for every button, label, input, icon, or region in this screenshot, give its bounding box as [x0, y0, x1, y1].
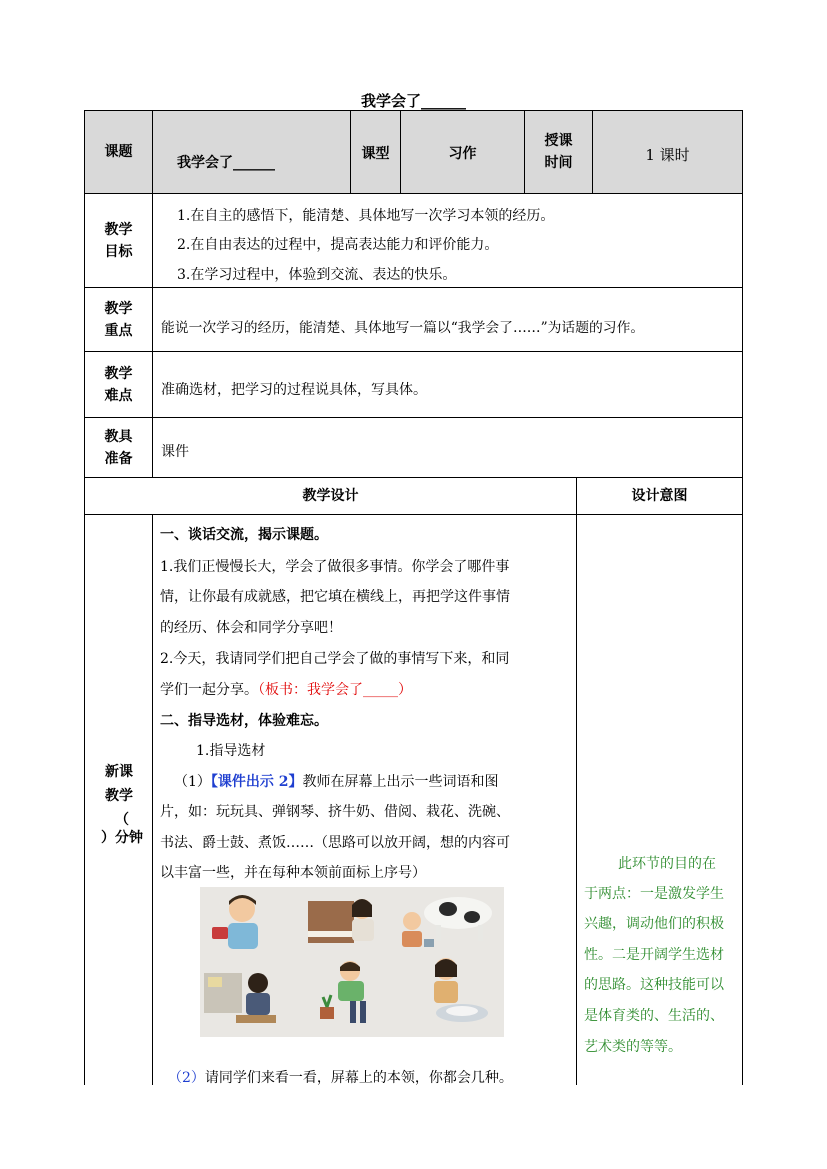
intent-line-1: 此环节的目的在	[618, 856, 716, 872]
tools-label-line2: 准备	[104, 450, 133, 467]
s1-p1-line2: 情，让你最有成就感，把它填在横线上，再把学这件事情	[160, 589, 510, 605]
goals-label	[84, 194, 152, 288]
s1-p1-line1: 1.我们正慢慢长大，学会了做很多事情。你学会了哪件事	[160, 559, 510, 575]
skills-illustration-svg	[200, 887, 504, 1037]
focus-label-line1: 教学	[104, 300, 133, 317]
goals-cell	[152, 194, 743, 288]
focus-cell	[152, 288, 743, 352]
focus-label-line2: 重点	[104, 322, 133, 339]
tools-text: 课件	[161, 444, 189, 460]
s2-p2-text: 请同学们来看一看，屏幕上的本领，你都会几种。	[204, 1070, 513, 1086]
goal-item-2: 2.在自由表达的过程中，提高表达能力和评价能力。	[177, 237, 499, 253]
time-label	[524, 110, 592, 194]
tools-label	[84, 418, 152, 478]
intent-line-3: 兴趣，调动他们的积极	[584, 916, 724, 932]
goal-item-3: 3.在学习过程中，体验到交流、表达的快乐。	[177, 267, 457, 283]
topic-label: 课题	[84, 110, 152, 194]
goals-label-line2: 目标	[104, 243, 133, 260]
type-value: 习作	[400, 110, 524, 194]
focus-text: 能说一次学习的经历，能清楚、具体地写一篇以“我学会了……”为话题的习作。	[161, 320, 645, 336]
s1-p2-line1: 2.今天，我请同学们把自己学会了做的事情写下来，和同	[160, 651, 510, 667]
s2-p1-line4: 以丰富一些，并在每种本领前面标上序号）	[160, 865, 426, 881]
intent-line-7: 艺术类的等等。	[584, 1039, 682, 1055]
s2-p1-line3: 书法、爵士鼓、煮饭……（思路可以放开阔，想的内容可	[160, 835, 510, 851]
s2-p1-line1	[174, 771, 499, 791]
goals-label-line1: 教学	[104, 221, 133, 238]
intent-line-2: 于两点：一是激发学生	[584, 886, 724, 902]
new-lesson-label-1: 新课	[105, 764, 133, 780]
intent-header: 设计意图	[576, 478, 743, 515]
piano-girl-figure	[308, 899, 374, 943]
difficulty-label-line2: 难点	[104, 387, 133, 404]
skills-illustration	[200, 887, 504, 1037]
new-lesson-label-2: 教学	[105, 788, 133, 804]
s2-p1-number: （1）	[174, 774, 211, 790]
intent-line-5: 的思路。这种技能可以	[584, 977, 724, 993]
board-note: （板书：我学会了_____）	[258, 682, 412, 698]
difficulty-label-line1: 教学	[104, 365, 133, 382]
intent-cell	[576, 515, 743, 1085]
focus-label	[84, 288, 152, 352]
topic-value: 我学会了______	[177, 155, 275, 171]
goal-item-1: 1.在自主的感悟下，能清楚、具体地写一次学习本领的经历。	[177, 208, 555, 224]
difficulty-cell	[152, 352, 743, 418]
difficulty-text: 准确选材，把学习的过程说具体，写具体。	[161, 382, 427, 398]
s1-p1-line3: 的经历、体会和同学分享吧！	[160, 620, 342, 636]
time-label-line2: 时间	[544, 155, 573, 171]
intent-line-6: 是体育类的、生活的、	[584, 1008, 724, 1024]
intent-line-4: 性。二是开阔学生选材	[584, 947, 724, 963]
topic-value-cell	[152, 110, 350, 194]
tools-label-line1: 教具	[104, 428, 133, 445]
time-value: 1 课时	[592, 110, 743, 194]
tools-cell	[152, 418, 743, 478]
difficulty-label	[84, 352, 152, 418]
section-1-heading: 一、谈话交流，揭示课题。	[160, 527, 328, 543]
new-lesson-label-4: ）分钟	[101, 830, 143, 846]
s2-p1-line2: 片，如：玩玩具、弹钢琴、挤牛奶、借阅、栽花、洗碗、	[160, 804, 510, 820]
s1-p2-line2-text: 学们一起分享。	[160, 682, 258, 698]
courseware-tag: 【课件出示 2】	[210, 774, 303, 790]
time-label-line1: 授课	[544, 133, 573, 149]
design-header: 教学设计	[84, 478, 576, 515]
s2-p1-line1-text: 教师在屏幕上出示一些词语和图	[302, 774, 499, 790]
new-lesson-label-3: （	[115, 812, 129, 828]
s2-p2-line	[168, 1067, 513, 1087]
s1-p2-line2	[160, 679, 412, 699]
s2-p2-number: （2）	[168, 1070, 205, 1086]
document-title: 我学会了______	[360, 92, 466, 110]
new-lesson-label-cell	[84, 515, 152, 1085]
type-label: 课型	[350, 110, 400, 194]
s2-subheading: 1.指导选材	[196, 743, 266, 759]
section-2-heading: 二、指导选材，体验难忘。	[160, 713, 328, 729]
